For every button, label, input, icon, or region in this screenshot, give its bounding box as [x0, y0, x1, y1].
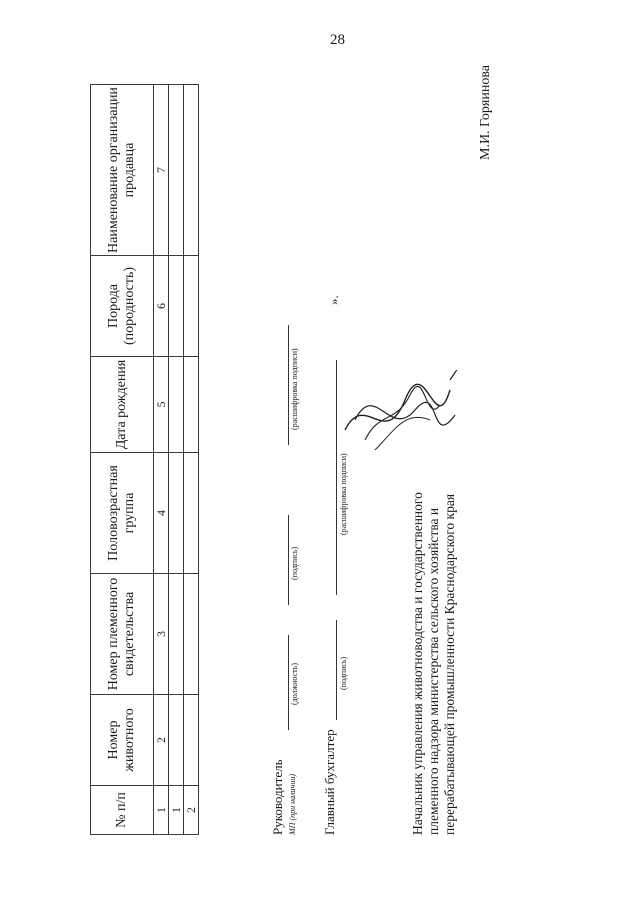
- sign-line: [288, 515, 289, 605]
- table-cell: 5: [154, 357, 169, 453]
- accountant-label: Главный бухгалтер: [322, 729, 337, 835]
- table-cell: [169, 357, 184, 453]
- table-cell: [169, 453, 184, 574]
- position-line: [288, 635, 289, 730]
- header-birth-date: Дата рождения: [91, 357, 154, 453]
- page-number: 28: [330, 32, 345, 48]
- table-cell: 4: [154, 453, 169, 574]
- table-row: [154, 85, 169, 835]
- handwritten-signature: [335, 370, 465, 460]
- position-caption: (должность): [290, 663, 299, 705]
- table-cell: [184, 357, 199, 453]
- table-cell: 2: [184, 786, 199, 835]
- header-animal-number: Номер животного: [91, 695, 154, 786]
- decode-line: [288, 325, 289, 445]
- sign-caption: (подпись): [290, 546, 299, 580]
- table-cell: [169, 574, 184, 695]
- table-cell: [184, 574, 199, 695]
- table-cell: [184, 256, 199, 357]
- accountant-sign-line: [336, 620, 337, 720]
- table-cell: [184, 453, 199, 574]
- footer-name: М.И. Горяинова: [478, 65, 493, 160]
- closing-quote: ».: [326, 295, 341, 305]
- table-cell: 1: [169, 786, 184, 835]
- table-row: [169, 85, 184, 835]
- header-seller: Наименование организации продавца: [91, 85, 154, 256]
- decode-caption: (расшифровка подписи): [290, 348, 299, 430]
- livestock-table: [90, 84, 199, 835]
- header-sex-age-group: Половозрастная группа: [91, 453, 154, 574]
- footer-title: Начальник управления животноводства и государственного племенного надзора министерства сельского хозяйства и перерабатывающей промышленности Краснодарского края: [410, 492, 457, 835]
- table-row: [184, 85, 199, 835]
- table-cell: 7: [154, 85, 169, 256]
- table-cell: 1: [154, 786, 169, 835]
- header-breed: Порода (породность): [91, 256, 154, 357]
- mp-label: МП (при наличии): [288, 773, 297, 835]
- table-cell: 6: [154, 256, 169, 357]
- table-header-row: [91, 85, 154, 835]
- header-certificate: Номер племенного свидетельства: [91, 574, 154, 695]
- table-cell: 3: [154, 574, 169, 695]
- head-label: Руководитель: [270, 759, 285, 835]
- accountant-decode-caption: (расшифровка подписи): [339, 453, 348, 535]
- table-cell: [169, 256, 184, 357]
- table-cell: [169, 695, 184, 786]
- table-cell: [169, 85, 184, 256]
- table-cell: 2: [154, 695, 169, 786]
- accountant-sign-caption: (подпись): [339, 656, 348, 690]
- table-cell: [184, 85, 199, 256]
- header-number: № п/п: [91, 786, 154, 835]
- table-cell: [184, 695, 199, 786]
